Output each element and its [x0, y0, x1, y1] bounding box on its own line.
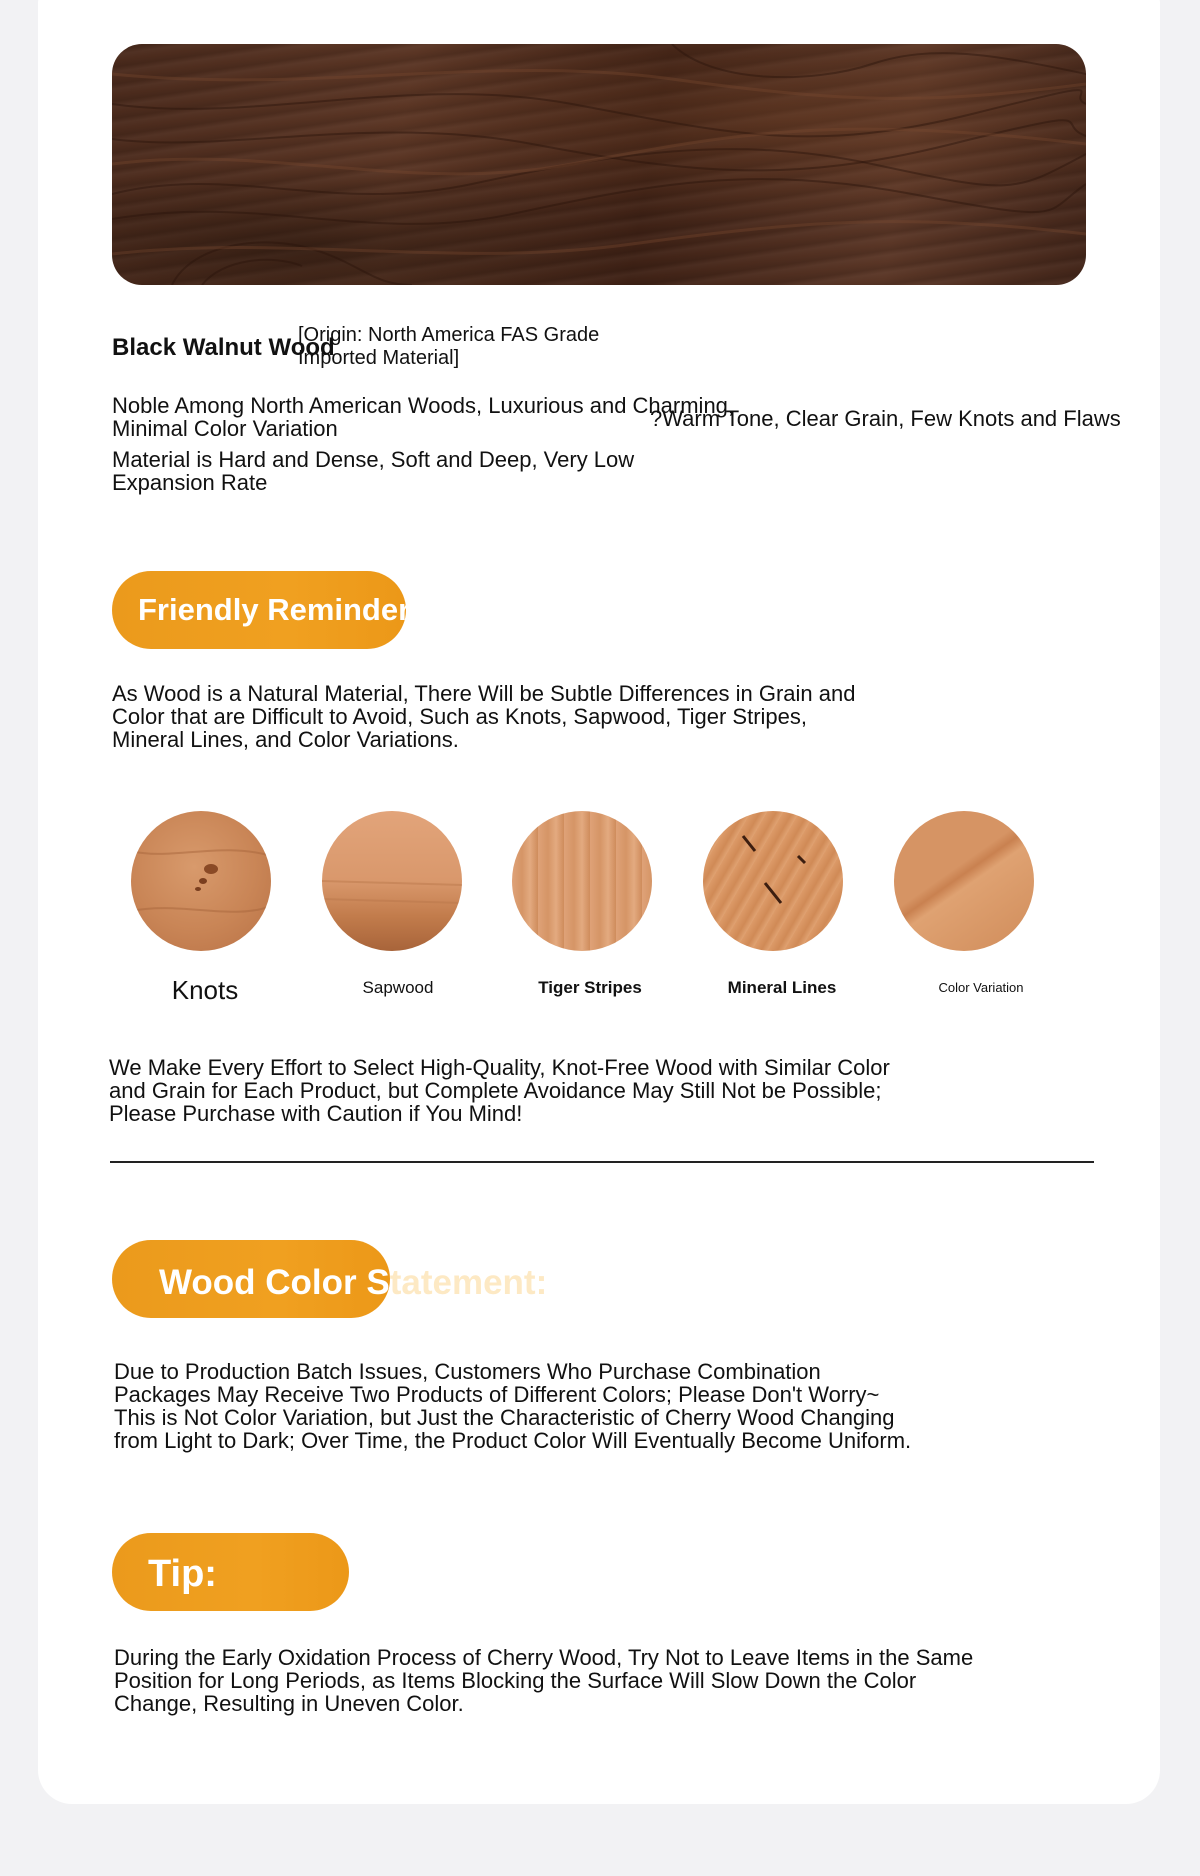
effort-text: [109, 1056, 929, 1125]
section-divider: [110, 1161, 1094, 1163]
knots-label: Knots: [171, 975, 239, 1005]
sapwood-label: Sapwood: [362, 978, 434, 997]
reminder-line-3: Mineral Lines, and Color Variations.: [112, 727, 459, 752]
color-statement-line-3: This is Not Color Variation, but Just the Characteristic of Cherry Wood Changing: [114, 1405, 895, 1430]
effort-line-1: We Make Every Effort to Select High-Quality, Knot-Free Wood with Similar Color: [109, 1055, 890, 1080]
effort-line-3: Please Purchase with Caution if You Mind!: [109, 1101, 523, 1126]
origin-line-2: Imported Material]: [298, 347, 460, 369]
tiger-stripes-swatch-image: [512, 811, 652, 951]
knots-swatch-image: [131, 811, 271, 951]
tip-line-1: During the Early Oxidation Process of Cherry Wood, Try Not to Leave Items in the Same: [114, 1645, 974, 1670]
feature-1-line-1: Noble Among North American Woods, Luxurious and Charming,: [112, 393, 735, 418]
color-statement-line-4: from Light to Dark; Over Time, the Product Color Will Eventually Become Uniform.: [114, 1428, 912, 1453]
color-variation-label: Color Variation: [938, 980, 1024, 995]
feature-1-line-2: Minimal Color Variation: [112, 416, 338, 441]
mineral-lines-label: Mineral Lines: [727, 978, 837, 997]
reminder-text: [112, 682, 912, 751]
tip-line-2: Position for Long Periods, as Items Blocking the Surface Will Slow Down the Color: [114, 1668, 917, 1693]
tip-heading: Tip:: [148, 1553, 217, 1595]
color-statement-heading-part-2: tatement:: [389, 1263, 548, 1302]
origin-line-1: [Origin: North America FAS Grade: [298, 324, 600, 346]
tip-line-3: Change, Resulting in Uneven Color.: [114, 1691, 464, 1716]
tip-text: [114, 1646, 1014, 1715]
walnut-wood-image: [112, 44, 1086, 285]
reminder-line-1: As Wood is a Natural Material, There Will be Subtle Differences in Grain and: [112, 681, 856, 706]
feature-hard-dense: [112, 448, 672, 494]
tiger-stripes-label: Tiger Stripes: [538, 978, 642, 997]
feature-3-line-2: Expansion Rate: [112, 470, 268, 495]
color-statement-heading-part-1: Wood Color S: [159, 1263, 390, 1302]
color-variation-swatch-image: [894, 811, 1034, 951]
origin-note: [298, 324, 618, 370]
color-statement-line-2: Packages May Receive Two Products of Different Colors; Please Don't Worry~: [114, 1382, 880, 1407]
feature-warm-tone: ?Warm Tone, Clear Grain, Few Knots and Flaws: [650, 406, 1121, 431]
color-statement-text: [114, 1360, 974, 1452]
feature-3-line-1: Material is Hard and Dense, Soft and Deep, Very Low: [112, 447, 635, 472]
mineral-lines-swatch-image: [703, 811, 843, 951]
sapwood-swatch-image: [322, 811, 462, 951]
color-statement-heading: [159, 1263, 547, 1303]
material-name: Black Walnut Wood: [112, 334, 335, 361]
friendly-reminder-heading: Friendly Reminder: [138, 592, 411, 627]
effort-line-2: and Grain for Each Product, but Complete Avoidance May Still Not be Possible;: [109, 1078, 882, 1103]
color-statement-line-1: Due to Production Batch Issues, Customers Who Purchase Combination: [114, 1359, 821, 1384]
reminder-line-2: Color that are Difficult to Avoid, Such as Knots, Sapwood, Tiger Stripes,: [112, 704, 807, 729]
